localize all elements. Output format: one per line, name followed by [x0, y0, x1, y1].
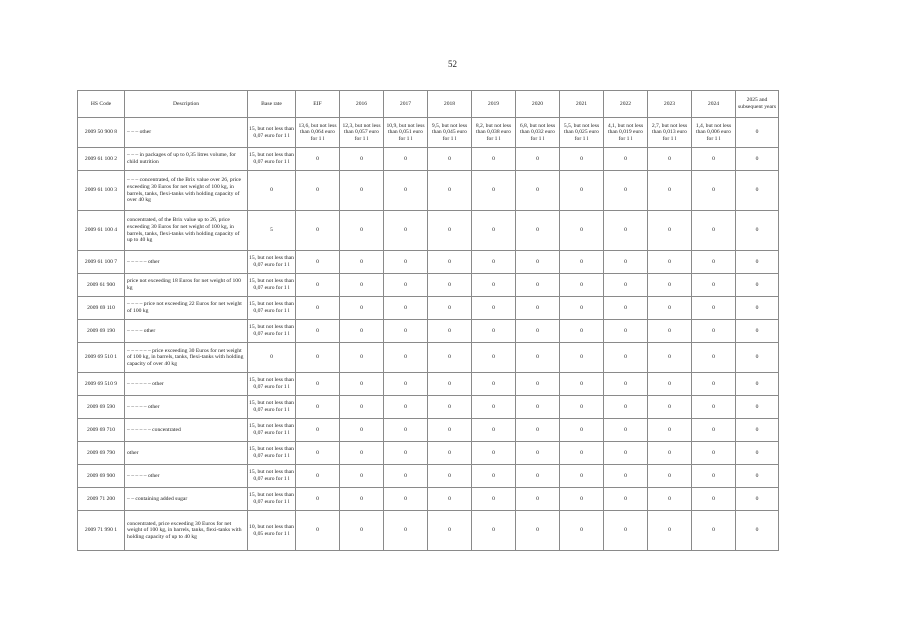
hs-code-cell: 2009 61 100 3 [78, 171, 125, 211]
rate-cell: 0 [384, 488, 428, 511]
rate-cell: 0 [692, 171, 736, 211]
rate-cell: 0 [296, 511, 340, 551]
rate-cell: 0 [736, 465, 779, 488]
rate-cell: 0 [296, 320, 340, 343]
hs-code-cell: 2009 69 190 [78, 320, 125, 343]
header-2021: 2021 [560, 91, 604, 118]
rate-cell: 0 [692, 297, 736, 320]
rate-cell: 0 [340, 442, 384, 465]
rate-cell: 0 [428, 488, 472, 511]
description-cell: – – containing added sugar [125, 488, 248, 511]
base-rate-cell: 5 [248, 211, 296, 251]
hs-code-cell: 2009 69 590 [78, 396, 125, 419]
rate-cell: 0 [692, 320, 736, 343]
rate-cell: 0 [736, 343, 779, 373]
rate-cell: 0 [736, 488, 779, 511]
rate-cell: 0 [692, 251, 736, 274]
rate-cell: 0 [516, 419, 560, 442]
table-row [78, 465, 779, 488]
rate-cell: 0 [516, 488, 560, 511]
base-rate-cell: 15, but not less than 0,07 euro for 1 l [248, 396, 296, 419]
rate-cell: 0 [472, 511, 516, 551]
description-cell: concentrated, price exceeding 30 Euros for net weight of 100 kg, in barrels, tanks, flexi-tanks with holding capacity of up to 40 kg [125, 511, 248, 551]
rate-cell: 0 [604, 442, 648, 465]
rate-cell: 0 [560, 488, 604, 511]
hs-code-cell: 2009 69 510 1 [78, 343, 125, 373]
description-cell: – – – other [125, 118, 248, 148]
base-rate-cell: 15, but not less than 0,07 euro for 1 l [248, 488, 296, 511]
rate-cell: 0 [560, 211, 604, 251]
rate-cell: 0 [648, 419, 692, 442]
rate-cell: 0 [692, 274, 736, 297]
rate-cell: 0 [296, 396, 340, 419]
rate-cell: 0 [296, 148, 340, 171]
rate-cell: 0 [736, 396, 779, 419]
hs-code-cell: 2009 69 900 [78, 465, 125, 488]
rate-cell: 0 [472, 343, 516, 373]
rate-cell: 0 [736, 511, 779, 551]
description-cell: – – – – – other [125, 465, 248, 488]
rate-cell: 0 [604, 396, 648, 419]
base-rate-cell: 15, but not less than 0,07 euro for 1 l [248, 251, 296, 274]
rate-cell: 0 [692, 511, 736, 551]
base-rate-cell: 10, but not less than 0,05 euro for 1 l [248, 511, 296, 551]
rate-cell: 0 [516, 320, 560, 343]
table-row [78, 320, 779, 343]
description-cell: other [125, 442, 248, 465]
rate-cell: 0 [736, 211, 779, 251]
rate-cell: 0 [648, 442, 692, 465]
rate-cell: 0 [472, 171, 516, 211]
rate-cell: 0 [516, 396, 560, 419]
description-cell: – – – – – – price exceeding 30 Euros for net weight of 100 kg, in barrels, tanks, flexi-tanks with holding capacity of over 40 kg [125, 343, 248, 373]
hs-code-cell: 2009 69 510 9 [78, 373, 125, 396]
rate-cell: 0 [384, 396, 428, 419]
table-row [78, 396, 779, 419]
rate-cell: 2,7, but not less than 0,013 euro for 1 l [648, 118, 692, 148]
rate-cell: 0 [472, 488, 516, 511]
rate-cell: 0 [296, 274, 340, 297]
rate-cell: 0 [384, 465, 428, 488]
rate-cell: 0 [604, 320, 648, 343]
rate-cell: 0 [428, 251, 472, 274]
hs-code-cell: 2009 61 100 7 [78, 251, 125, 274]
rate-cell: 0 [384, 297, 428, 320]
rate-cell: 0 [340, 419, 384, 442]
rate-cell: 0 [428, 171, 472, 211]
header-base-rate: Base rate [248, 91, 296, 118]
header-2023: 2023 [648, 91, 692, 118]
rate-cell: 0 [384, 511, 428, 551]
rate-cell: 0 [296, 442, 340, 465]
rate-cell: 0 [340, 465, 384, 488]
rate-cell: 0 [340, 171, 384, 211]
rate-cell: 0 [384, 320, 428, 343]
rate-cell: 0 [472, 274, 516, 297]
rate-cell: 0 [560, 419, 604, 442]
rate-cell: 0 [296, 251, 340, 274]
hs-code-cell: 2009 61 100 2 [78, 148, 125, 171]
rate-cell: 0 [604, 343, 648, 373]
rate-cell: 0 [340, 320, 384, 343]
rate-cell: 0 [604, 488, 648, 511]
rate-cell: 0 [340, 511, 384, 551]
rate-cell: 0 [516, 343, 560, 373]
rate-cell: 0 [472, 419, 516, 442]
rate-cell: 0 [472, 396, 516, 419]
table-row [78, 442, 779, 465]
rate-cell: 0 [604, 211, 648, 251]
base-rate-cell: 15, but not less than 0,07 euro for 1 l [248, 419, 296, 442]
rate-cell: 0 [296, 419, 340, 442]
rate-cell: 0 [428, 396, 472, 419]
rate-cell: 0 [296, 373, 340, 396]
rate-cell: 0 [296, 343, 340, 373]
rate-cell: 0 [340, 251, 384, 274]
rate-cell: 0 [296, 488, 340, 511]
rate-cell: 0 [560, 148, 604, 171]
rate-cell: 0 [736, 419, 779, 442]
rate-cell: 0 [692, 148, 736, 171]
rate-cell: 0 [648, 373, 692, 396]
description-cell: – – – – – other [125, 396, 248, 419]
table-row [78, 488, 779, 511]
rate-cell: 0 [692, 211, 736, 251]
rate-cell: 8,2, but not less than 0,038 euro for 1 l [472, 118, 516, 148]
rate-cell: 0 [340, 297, 384, 320]
table-row [78, 419, 779, 442]
rate-cell: 0 [692, 343, 736, 373]
table-row [78, 118, 779, 148]
page-number: 52 [448, 59, 457, 69]
rate-cell: 0 [604, 465, 648, 488]
rate-cell: 0 [648, 274, 692, 297]
rate-cell: 0 [296, 211, 340, 251]
rate-cell: 0 [604, 171, 648, 211]
rate-cell: 4,1, but not less than 0,019 euro for 1 l [604, 118, 648, 148]
rate-cell: 0 [472, 148, 516, 171]
rate-cell: 0 [516, 373, 560, 396]
rate-cell: 12,3, but not less than 0,057 euro for 1 l [340, 118, 384, 148]
rate-cell: 0 [560, 297, 604, 320]
rate-cell: 0 [296, 297, 340, 320]
rate-cell: 0 [472, 465, 516, 488]
base-rate-cell: 15, but not less than 0,07 euro for 1 l [248, 297, 296, 320]
base-rate-cell: 15, but not less than 0,07 euro for 1 l [248, 118, 296, 148]
rate-cell: 0 [472, 297, 516, 320]
rate-cell: 0 [516, 511, 560, 551]
description-cell: – – – in packages of up to 0,35 litres volume, for child nutrition [125, 148, 248, 171]
rate-cell: 0 [736, 118, 779, 148]
table-row [78, 511, 779, 551]
header-2019: 2019 [472, 91, 516, 118]
rate-cell: 0 [296, 171, 340, 211]
header-eif: EIF [296, 91, 340, 118]
description-cell: price not exceeding 18 Euros for net weight of 100 kg [125, 274, 248, 297]
rate-cell: 0 [692, 373, 736, 396]
rate-cell: 0 [604, 297, 648, 320]
rate-cell: 0 [296, 465, 340, 488]
hs-code-cell: 2009 71 990 1 [78, 511, 125, 551]
description-cell: – – – – – other [125, 251, 248, 274]
rate-cell: 0 [692, 465, 736, 488]
base-rate-cell: 0 [248, 343, 296, 373]
rate-cell: 0 [604, 511, 648, 551]
description-cell: – – – – – – other [125, 373, 248, 396]
rate-cell: 0 [516, 171, 560, 211]
rate-cell: 0 [428, 511, 472, 551]
rate-cell: 0 [648, 396, 692, 419]
hs-code-cell: 2009 69 110 [78, 297, 125, 320]
rate-cell: 0 [736, 442, 779, 465]
rate-cell: 0 [340, 211, 384, 251]
table-row [78, 251, 779, 274]
header-2020: 2020 [516, 91, 560, 118]
rate-cell: 0 [560, 320, 604, 343]
rate-cell: 0 [560, 274, 604, 297]
rate-cell: 0 [648, 511, 692, 551]
base-rate-cell: 15, but not less than 0,07 euro for 1 l [248, 442, 296, 465]
rate-cell: 0 [516, 297, 560, 320]
hs-code-cell: 2009 69 790 [78, 442, 125, 465]
header-2025-subsequent: 2025 and subsequent years [736, 91, 779, 118]
rate-cell: 0 [472, 211, 516, 251]
rate-cell: 0 [384, 171, 428, 211]
rate-cell: 0 [428, 373, 472, 396]
rate-cell: 0 [428, 419, 472, 442]
rate-cell: 0 [736, 171, 779, 211]
rate-cell: 10,9, but not less than 0,051 euro for 1 l [384, 118, 428, 148]
rate-cell: 0 [516, 465, 560, 488]
header-2022: 2022 [604, 91, 648, 118]
rate-cell: 0 [428, 343, 472, 373]
rate-cell: 0 [560, 373, 604, 396]
base-rate-cell: 15, but not less than 0,07 euro for 1 l [248, 274, 296, 297]
rate-cell: 0 [560, 442, 604, 465]
rate-cell: 0 [384, 251, 428, 274]
rate-cell: 0 [560, 171, 604, 211]
tariff-table [77, 90, 779, 551]
rate-cell: 0 [428, 148, 472, 171]
rate-cell: 0 [692, 488, 736, 511]
rate-cell: 0 [340, 373, 384, 396]
rate-cell: 0 [604, 419, 648, 442]
rate-cell: 0 [516, 251, 560, 274]
rate-cell: 0 [736, 373, 779, 396]
rate-cell: 0 [384, 419, 428, 442]
rate-cell: 1,4, but not less than 0,006 euro for 1 l [692, 118, 736, 148]
rate-cell: 0 [604, 251, 648, 274]
rate-cell: 0 [648, 320, 692, 343]
rate-cell: 0 [428, 465, 472, 488]
rate-cell: 0 [384, 148, 428, 171]
rate-cell: 0 [560, 343, 604, 373]
rate-cell: 0 [472, 373, 516, 396]
rate-cell: 0 [648, 343, 692, 373]
rate-cell: 0 [604, 373, 648, 396]
header-description: Description [125, 91, 248, 118]
rate-cell: 0 [560, 396, 604, 419]
description-cell: concentrated, of the Brix value up to 26, price exceeding 30 Euros for net weight of 100 kg, in barrels, tanks, flexi-tanks with holding capacity of up to 40 kg [125, 211, 248, 251]
rate-cell: 0 [340, 274, 384, 297]
rate-cell: 0 [516, 274, 560, 297]
rate-cell: 0 [340, 488, 384, 511]
rate-cell: 0 [384, 274, 428, 297]
rate-cell: 0 [340, 343, 384, 373]
header-2016: 2016 [340, 91, 384, 118]
description-cell: – – – concentrated, of the Brix value over 26, price exceeding 30 Euros for net weight of 100 kg, in barrels, tanks, flexi-tanks with holding capacity of over 40 kg [125, 171, 248, 211]
description-cell: – – – – – – concentrated [125, 419, 248, 442]
base-rate-cell: 15, but not less than 0,07 euro for 1 l [248, 148, 296, 171]
rate-cell: 0 [516, 148, 560, 171]
rate-cell: 5,5, but not less than 0,025 euro for 1 l [560, 118, 604, 148]
rate-cell: 0 [648, 297, 692, 320]
rate-cell: 0 [736, 274, 779, 297]
rate-cell: 0 [384, 343, 428, 373]
rate-cell: 6,8, but not less than 0,032 euro for 1 l [516, 118, 560, 148]
table-row [78, 274, 779, 297]
rate-cell: 0 [428, 442, 472, 465]
table-row [78, 171, 779, 211]
description-cell: – – – – other [125, 320, 248, 343]
rate-cell: 0 [384, 442, 428, 465]
hs-code-cell: 2009 71 200 [78, 488, 125, 511]
rate-cell: 0 [692, 396, 736, 419]
rate-cell: 0 [428, 274, 472, 297]
header-2018: 2018 [428, 91, 472, 118]
rate-cell: 0 [516, 211, 560, 251]
rate-cell: 0 [648, 488, 692, 511]
rate-cell: 0 [648, 465, 692, 488]
rate-cell: 0 [736, 251, 779, 274]
rate-cell: 0 [428, 297, 472, 320]
rate-cell: 0 [736, 320, 779, 343]
rate-cell: 0 [472, 320, 516, 343]
hs-code-cell: 2009 61 100 4 [78, 211, 125, 251]
rate-cell: 0 [384, 373, 428, 396]
header-2017: 2017 [384, 91, 428, 118]
rate-cell: 0 [340, 148, 384, 171]
table-row [78, 297, 779, 320]
base-rate-cell: 15, but not less than 0,07 euro for 1 l [248, 465, 296, 488]
rate-cell: 0 [340, 396, 384, 419]
rate-cell: 0 [428, 211, 472, 251]
hs-code-cell: 2009 61 900 [78, 274, 125, 297]
description-cell: – – – – price not exceeding 22 Euros for net weight of 100 kg [125, 297, 248, 320]
rate-cell: 0 [692, 419, 736, 442]
table-row [78, 211, 779, 251]
rate-cell: 0 [648, 211, 692, 251]
rate-cell: 9,5, but not less than 0,045 euro for 1 l [428, 118, 472, 148]
rate-cell: 0 [692, 442, 736, 465]
hs-code-cell: 2009 69 710 [78, 419, 125, 442]
header-2024: 2024 [692, 91, 736, 118]
rate-cell: 0 [604, 274, 648, 297]
rate-cell: 0 [472, 442, 516, 465]
base-rate-cell: 0 [248, 171, 296, 211]
header-hs-code: HS Code [78, 91, 125, 118]
rate-cell: 0 [648, 171, 692, 211]
rate-cell: 13,6, but not less than 0,064 euro for 1 l [296, 118, 340, 148]
table-row [78, 373, 779, 396]
table-row [78, 343, 779, 373]
rate-cell: 0 [604, 148, 648, 171]
header-row [78, 91, 779, 118]
base-rate-cell: 15, but not less than 0,07 euro for 1 l [248, 373, 296, 396]
rate-cell: 0 [648, 251, 692, 274]
rate-cell: 0 [516, 442, 560, 465]
rate-cell: 0 [736, 148, 779, 171]
rate-cell: 0 [560, 465, 604, 488]
table-row [78, 148, 779, 171]
rate-cell: 0 [472, 251, 516, 274]
base-rate-cell: 15, but not less than 0,07 euro for 1 l [248, 320, 296, 343]
rate-cell: 0 [384, 211, 428, 251]
rate-cell: 0 [560, 251, 604, 274]
rate-cell: 0 [736, 297, 779, 320]
hs-code-cell: 2009 50 900 8 [78, 118, 125, 148]
rate-cell: 0 [560, 511, 604, 551]
rate-cell: 0 [428, 320, 472, 343]
rate-cell: 0 [648, 148, 692, 171]
